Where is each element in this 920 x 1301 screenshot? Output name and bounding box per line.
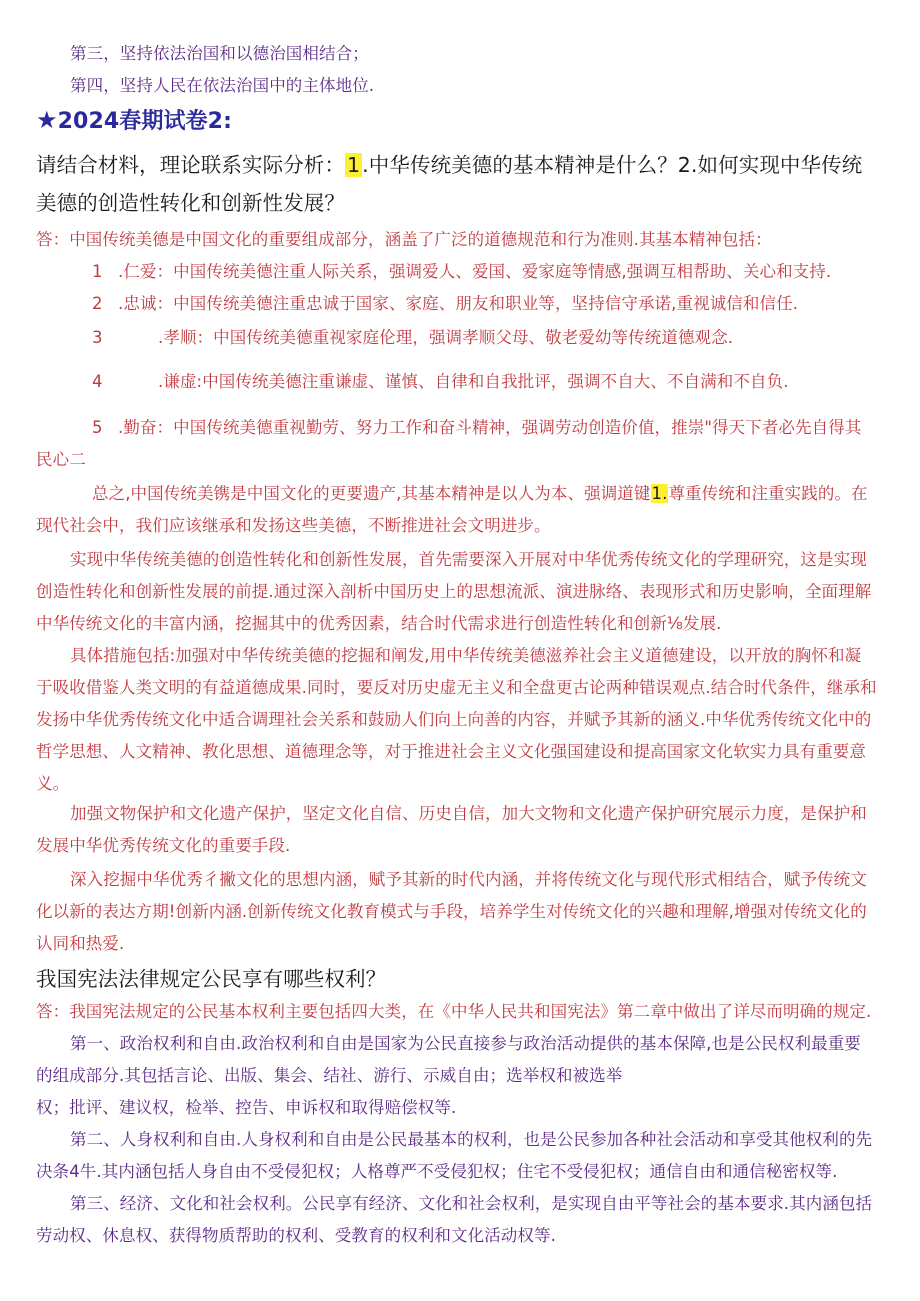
rights-first-line1: 第一、政治权利和自由.政治权利和自由是国家为公民直接参与政治活动提供的基本保障,也是公民权利最重要 bbox=[70, 1034, 861, 1053]
item-number: 5 bbox=[92, 418, 103, 437]
para3-line1: 加强文物保护和文化遗产保护，坚定文化自信、历史自信，加大文物和文化遗产保护研究展示力度，是保护和 bbox=[70, 804, 867, 823]
para2-line2: 于吸收借鉴人类文明的有益道德成果.同时，要反对历史虚无主义和全盘更古论两种错误观点.结合时代条件，继承和 bbox=[36, 678, 877, 697]
principle-third: 第三，坚持依法治国和以德治国相结合； bbox=[70, 44, 369, 63]
answer2-intro: 答：我国宪法规定的公民基本权利主要包括四大类，在《中华人民共和国宪法》第二章中做出了详尽而明确的规定. bbox=[36, 1002, 872, 1021]
para1-line1: 实现中华传统美德的创造性转化和创新性发展，首先需要深入开展对中华优秀传统文化的学理研究，这是实现 bbox=[70, 550, 867, 569]
question1-rest: .中华传统美德的基本精神是什么？2.如何实现中华传统 bbox=[362, 153, 863, 177]
virtue-item-1 bbox=[92, 258, 831, 282]
virtue-item-4 bbox=[92, 368, 789, 392]
summary-highlight: 1. bbox=[651, 484, 668, 503]
virtue-item-2 bbox=[92, 290, 798, 314]
para4-line3: 认同和热爱. bbox=[36, 934, 125, 953]
question1-highlight: 1 bbox=[347, 153, 361, 177]
exam-heading-title: 2024春期试卷2: bbox=[57, 109, 232, 134]
para4-line1: 深入挖掘中华优秀彳撇文化的思想内涵，赋予其新的时代内涵，并将传统文化与现代形式相结合，赋予传统文 bbox=[70, 870, 867, 889]
item-number: 2 bbox=[92, 294, 103, 313]
para3-line2: 发展中华优秀传统文化的重要手段. bbox=[36, 836, 291, 855]
star-icon: ★ bbox=[36, 106, 58, 134]
item-number: 4 bbox=[92, 372, 103, 391]
summary-a: 总之,中国传统美镌是中国文化的更要遗产,其基本精神是以人为本、强调道键 bbox=[92, 484, 651, 503]
answer1-intro: 答：中国传统美德是中国文化的重要组成部分，涵盖了广泛的道德规范和行为准则.其基本精神包括： bbox=[36, 230, 772, 249]
rights-third-line1: 第三、经济、文化和社会权利。公民享有经济、文化和社会权利，是实现自由平等社会的基本要求.其内涵包括 bbox=[70, 1194, 873, 1213]
summary-line2: 现代社会中，我们应该继承和发扬这些美德，不断推进社会文明进步。 bbox=[36, 516, 551, 535]
summary-line1 bbox=[92, 480, 868, 504]
rights-first-line3: 权；批评、建议权，检举、控告、申诉权和取得赔偿权等. bbox=[36, 1098, 457, 1117]
virtue-item-3 bbox=[92, 324, 733, 348]
exam-heading bbox=[36, 104, 232, 135]
rights-third-line2: 劳动权、休息权、获得物质帮助的权利、受教育的权利和文化活动权等. bbox=[36, 1226, 556, 1245]
item-text: .谦虚:中国传统美德注重谦虚、谨慎、自律和自我批评，强调不自大、不自满和不自负. bbox=[158, 372, 789, 391]
virtue-item-5-cont: 民心二 bbox=[36, 450, 86, 469]
item-number: 3 bbox=[92, 328, 103, 347]
question1-prefix: 请结合材料，理论联系实际分析： bbox=[36, 153, 345, 177]
para4-line2: 化以新的表达方期!创新内涵.创新传统文化教育模式与手段，培养学生对传统文化的兴趣和理解,增强对传统文化的 bbox=[36, 902, 867, 921]
item-text: .孝顺：中国传统美德重视家庭伦理，强调孝顺父母、敬老爱幼等传统道德观念. bbox=[158, 328, 734, 347]
question1-line2: 美德的创造性转化和创新性发展？ bbox=[36, 191, 345, 215]
para1-line2: 创造性转化和创新性发展的前提.通过深入剖析中国历史上的思想流派、演进脉络、表现形式和历史影响，全面理解 bbox=[36, 582, 872, 601]
item-text: .勤奋：中国传统美德重视勤劳、努力工作和奋斗精神，强调劳动创造价值，推崇"得天下者必先自得其 bbox=[118, 418, 862, 437]
para2-line5: 义。 bbox=[36, 774, 70, 793]
para2-line1: 具体措施包括:加强对中华传统美德的挖掘和阐发,用中华传统美德滋养社会主义道德建设，以开放的胸怀和凝 bbox=[70, 646, 862, 665]
principle-fourth: 第四，坚持人民在依法治国中的主体地位. bbox=[70, 76, 375, 95]
rights-first-line2: 的组成部分.其包括言论、出版、集会、结社、游行、示威自由；选举权和被选举 bbox=[36, 1066, 623, 1085]
item-text: .忠诚：中国传统美德注重忠诚于国家、家庭、朋友和职业等，坚持信守承诺,重视诚信和信任. bbox=[118, 294, 799, 313]
para2-line4: 哲学思想、人文精神、教化思想、道德理念等，对于推进社会主义文化强国建设和提高国家文化软实力具有重要意 bbox=[36, 742, 866, 761]
question2-title: 我国宪法法律规定公民享有哪些权利？ bbox=[36, 967, 387, 991]
para1-line3: 中华传统文化的丰富内涵，挖掘其中的优秀因素，结合时代需求进行创造性转化和创新⅛发展. bbox=[36, 614, 722, 633]
item-text: .仁爱：中国传统美德注重人际关系，强调爱人、爱国、爱家庭等情感,强调互相帮助、关心和支持. bbox=[118, 262, 832, 281]
virtue-item-5 bbox=[92, 414, 861, 438]
rights-second-line1: 第二、人身权利和自由.人身权利和自由是公民最基本的权利，也是公民参加各种社会活动和享受其他权利的先 bbox=[70, 1130, 873, 1149]
rights-second-line2: 决条4牛.其内涵包括人身自由不受侵犯权；人格尊严不受侵犯权；住宅不受侵犯权；通信自由和通信秘密权等. bbox=[36, 1162, 838, 1181]
question1-line1 bbox=[36, 148, 862, 178]
para2-line3: 发扬中华优秀传统文化中适合调理社会关系和鼓励人们向上向善的内容，并赋予其新的涵义.中华优秀传统文化中的 bbox=[36, 710, 872, 729]
item-number: 1 bbox=[92, 262, 103, 281]
summary-b: 尊重传统和注重实践的。在 bbox=[668, 484, 868, 503]
